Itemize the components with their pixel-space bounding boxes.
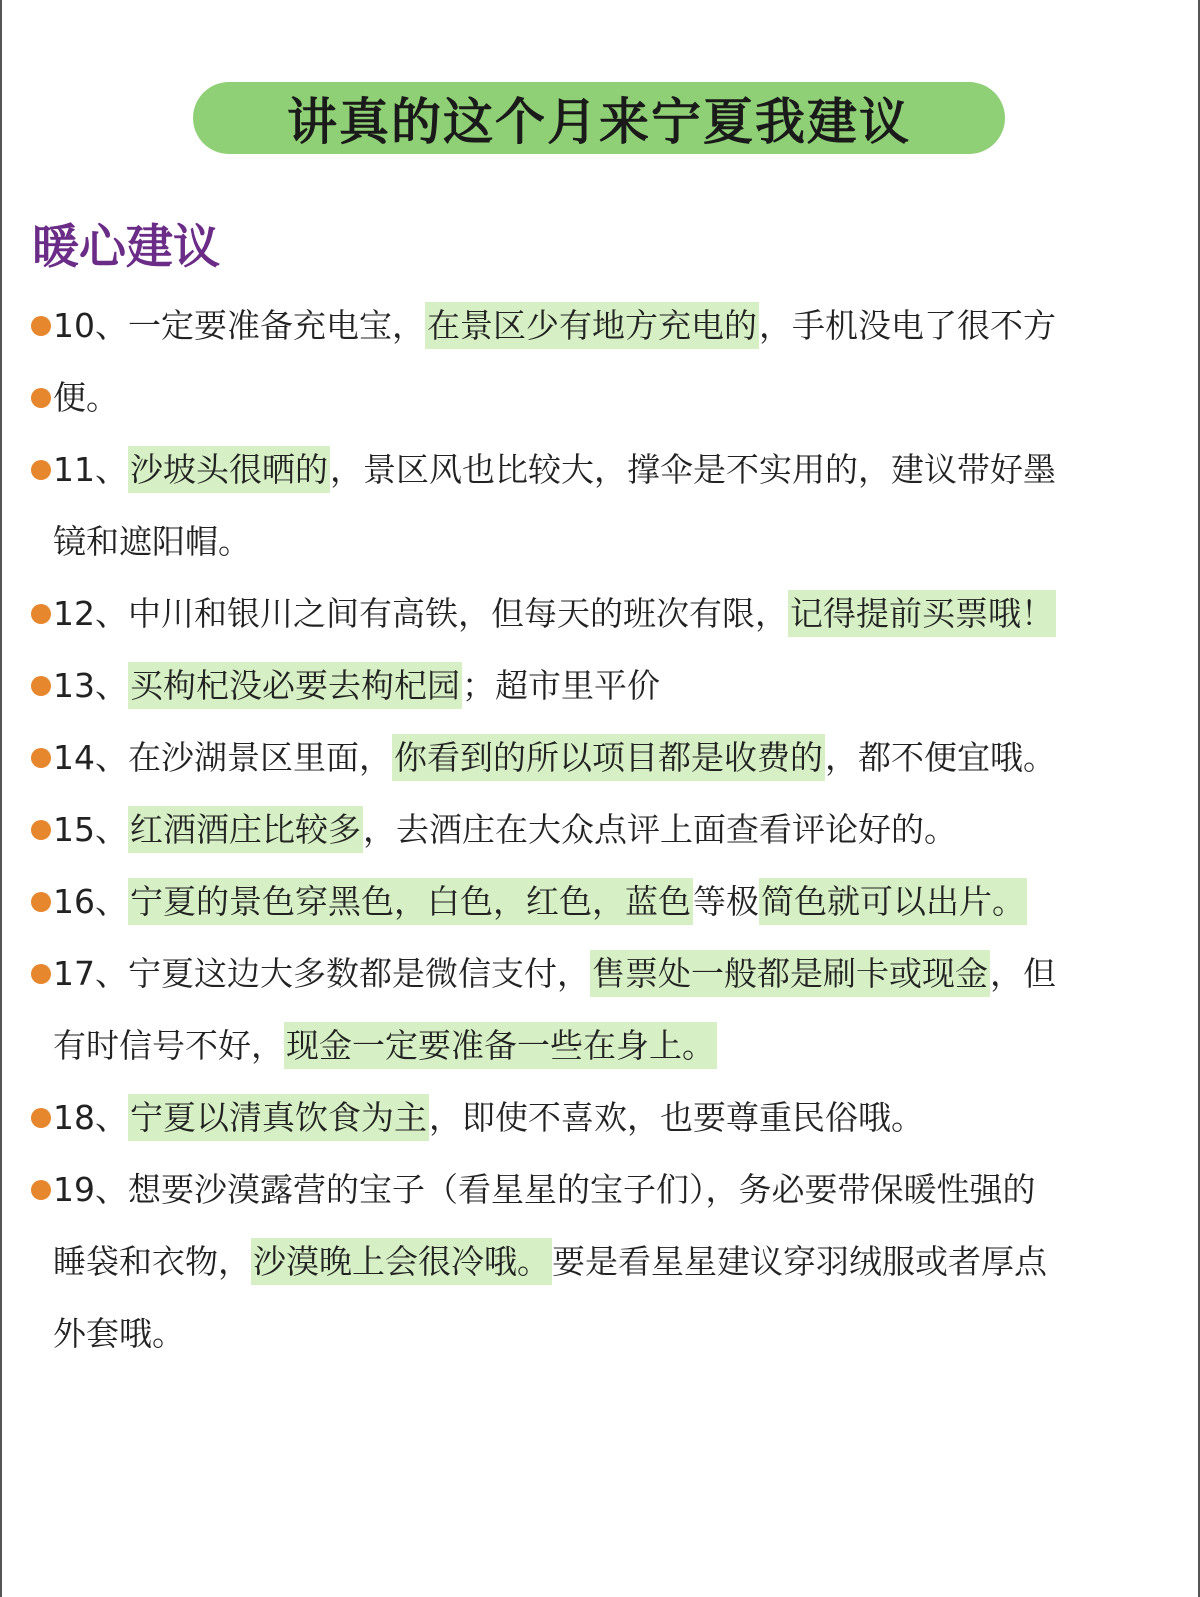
highlighted-text: 你看到的所以项目都是收费的 [392, 734, 825, 781]
tip-text: 14、在沙湖景区里面， [53, 738, 392, 777]
tip-item [0, 650, 1143, 722]
bullet-dot-icon [31, 748, 51, 768]
tip-line [53, 1082, 1143, 1154]
tip-text: 11、 [53, 450, 128, 489]
tip-line [53, 1298, 1143, 1370]
bullet-dot-icon [31, 676, 51, 696]
tip-text: 12、中川和银川之间有高铁，但每天的班次有限， [53, 594, 788, 633]
tip-item [0, 290, 1143, 434]
tip-line [53, 1226, 1143, 1298]
title-banner [193, 82, 1005, 154]
bullet-dot-icon [31, 820, 51, 840]
tip-item [0, 794, 1143, 866]
tip-text: ，即使不喜欢，也要尊重民俗哦。 [429, 1098, 924, 1137]
highlighted-text: 买枸杞没必要去枸杞园 [128, 662, 462, 709]
tip-text: ，手机没电了很不方 [759, 306, 1056, 345]
highlighted-text: 宁夏以清真饮食为主 [128, 1094, 429, 1141]
bullet-dot-icon [31, 604, 51, 624]
tip-text: 镜和遮阳帽。 [53, 522, 251, 561]
highlighted-text: 在景区少有地方充电的 [425, 302, 759, 349]
tip-text: ，去酒庄在大众点评上面查看评论好的。 [363, 810, 957, 849]
tip-line [53, 506, 1143, 578]
tip-text: 睡袋和衣物， [53, 1242, 251, 1281]
tip-line [53, 866, 1143, 938]
tip-line [53, 290, 1143, 362]
highlighted-text: 现金一定要准备一些在身上。 [284, 1022, 717, 1069]
highlighted-text: 红酒酒庄比较多 [128, 806, 363, 853]
bullet-dot-icon [31, 316, 51, 336]
tip-text: 等极 [693, 882, 759, 921]
tip-item [0, 722, 1143, 794]
tip-line [53, 938, 1143, 1010]
page-title: 讲真的这个月来宁夏我建议 [287, 93, 911, 151]
tip-text: ；超市里平价 [462, 666, 660, 705]
highlighted-text: 简色就可以出片。 [759, 878, 1027, 925]
tip-text: 10、一定要准备充电宝， [53, 306, 425, 345]
tip-item [0, 1154, 1143, 1370]
highlighted-text: 宁夏的景色穿黑色，白色，红色，蓝色 [128, 878, 693, 925]
tip-text: 要是看星星建议穿羽绒服或者厚点 [552, 1242, 1047, 1281]
tip-item [0, 938, 1143, 1082]
tip-text: 18、 [53, 1098, 128, 1137]
bullet-dot-icon [31, 1180, 51, 1200]
tip-line [53, 1154, 1143, 1226]
tip-text: ，都不便宜哦。 [825, 738, 1056, 777]
tip-line [53, 1010, 1143, 1082]
bullet-dot-icon [31, 388, 51, 408]
tip-text: 外套哦。 [53, 1314, 185, 1353]
highlighted-text: 沙坡头很晒的 [128, 446, 330, 493]
highlighted-text: 售票处一般都是刷卡或现金 [590, 950, 990, 997]
tip-text: 19、想要沙漠露营的宝子（看星星的宝子们），务必要带保暖性强的 [53, 1170, 1036, 1209]
tip-text: 有时信号不好， [53, 1026, 284, 1065]
bullet-dot-icon [31, 1108, 51, 1128]
tip-line [53, 362, 1143, 434]
tip-line [53, 578, 1143, 650]
tip-text: 便。 [53, 378, 119, 417]
bullet-dot-icon [31, 964, 51, 984]
tip-text: ，但 [990, 954, 1056, 993]
tip-text: 15、 [53, 810, 128, 849]
tips-list [0, 290, 1200, 1370]
tip-item [0, 1082, 1143, 1154]
bullet-dot-icon [31, 460, 51, 480]
tip-line [53, 434, 1143, 506]
bullet-dot-icon [31, 892, 51, 912]
tip-item [0, 578, 1143, 650]
highlighted-text: 记得提前买票哦！ [788, 590, 1056, 637]
tip-line [53, 650, 1143, 722]
tip-item [0, 866, 1143, 938]
tip-text: ，景区风也比较大，撑伞是不实用的，建议带好墨 [330, 450, 1056, 489]
highlighted-text: 沙漠晚上会很冷哦。 [251, 1238, 552, 1285]
tip-text: 17、宁夏这边大多数都是微信支付， [53, 954, 590, 993]
tip-text: 16、 [53, 882, 128, 921]
tip-item [0, 434, 1143, 578]
section-heading: 暖心建议 [32, 220, 220, 275]
tip-line [53, 794, 1143, 866]
tip-text: 13、 [53, 666, 128, 705]
tip-line [53, 722, 1143, 794]
